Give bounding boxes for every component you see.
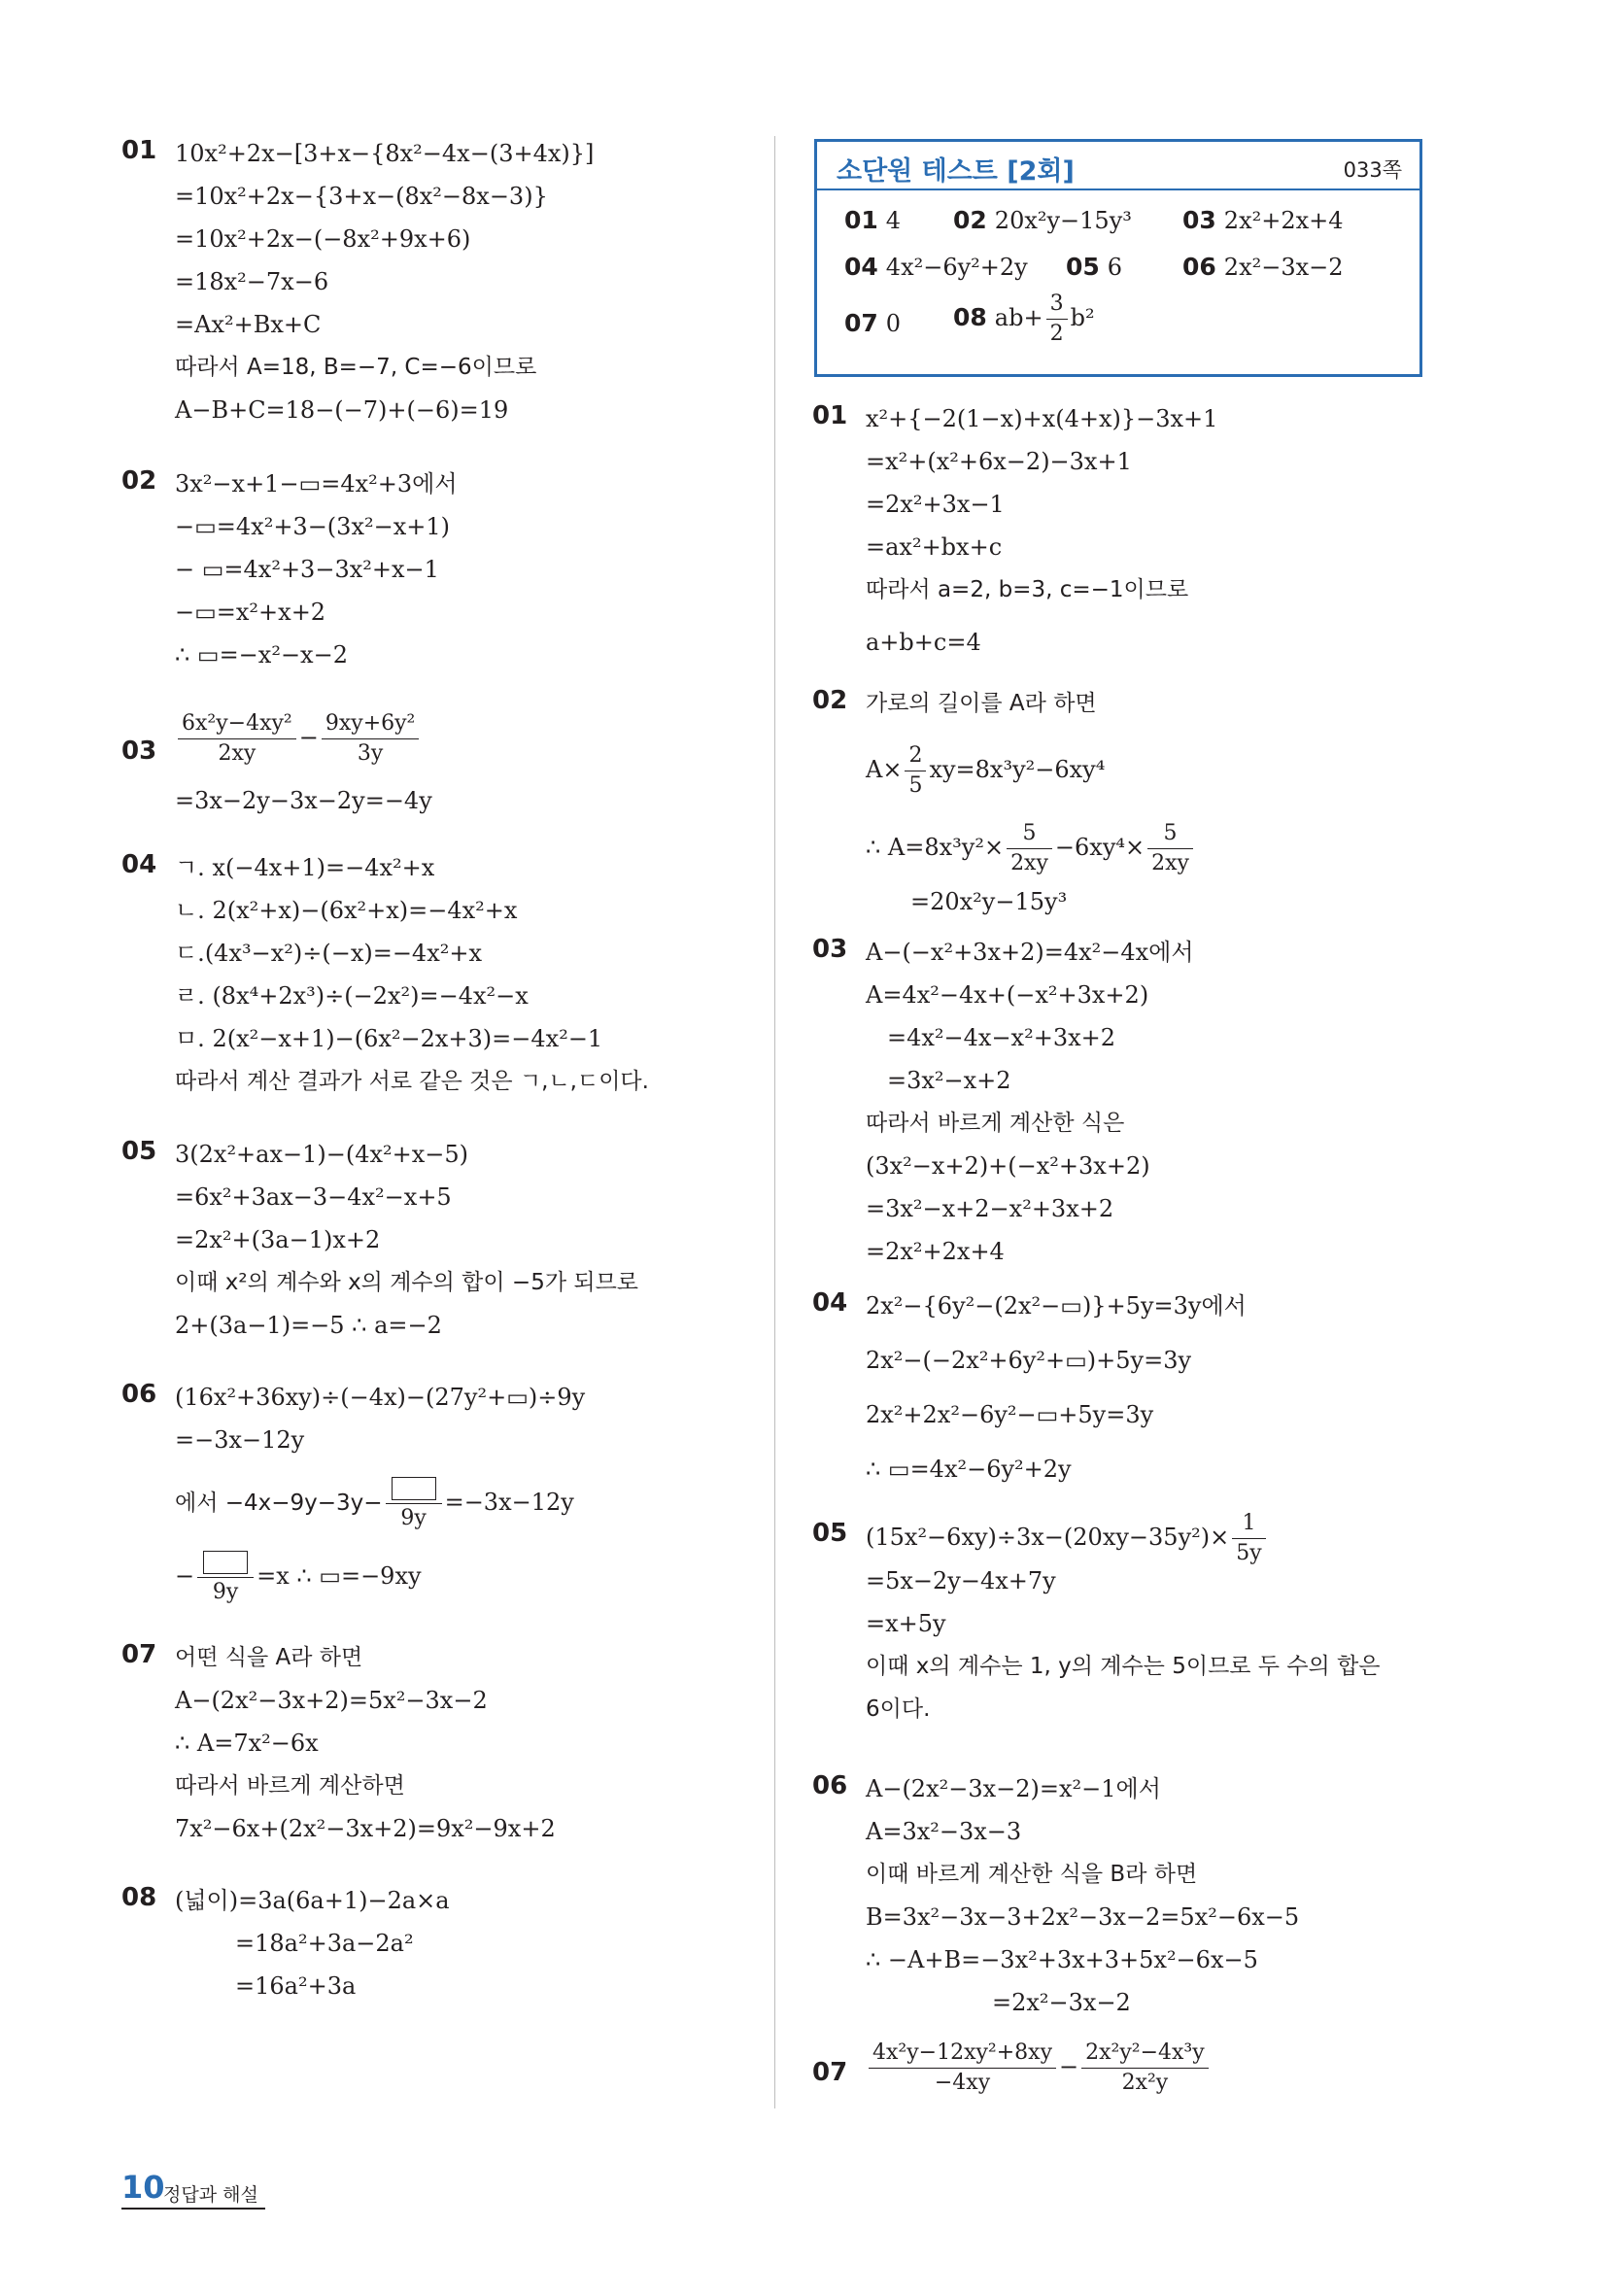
solution-line: =5x−2y−4x+7y [866,1567,1056,1594]
solution-line: ㅁ. 2(x²−x+1)−(6x²−2x+3)=−4x²−1 [175,1025,603,1052]
solution-line: =10x²+2x−{3+x−(8x²−8x−3)} [175,183,548,210]
expression-part: =x ∴ ▭=−9xy [256,1562,422,1590]
solution-line: (넓이)=3a(6a+1)−2a×a [175,1887,450,1914]
denominator: 2 [1049,322,1064,346]
solution-line: −▭=4x²+3−(3x²−x+1) [175,513,450,540]
expression-part: A× [866,756,903,783]
footer-label: 정답과 해설 [163,2184,258,2206]
answer-number: 07 [844,309,878,337]
solution-line: =2x²+2x+4 [866,1238,1005,1265]
numerator [386,1474,442,1504]
answer-value: b² [1070,304,1095,331]
solution-line: − ▭=4x²+3−3x²+x−1 [175,556,439,583]
test-answer [1066,253,1122,281]
denominator: 2xy [1151,851,1189,875]
solution-line: (3x²−x+2)+(−x²+3x+2) [866,1152,1150,1180]
numerator: 1 [1232,1509,1265,1539]
operator: − [298,724,319,751]
problem-number: 02 [121,466,157,496]
problem-number: 03 [121,737,157,766]
problem-number: 03 [812,935,848,964]
problem-number: 05 [812,1519,848,1548]
test-page-ref: 033쪽 [1343,158,1402,182]
denominator: 3y [357,741,384,766]
solution-line: =20x²y−15y³ [910,888,1068,915]
denominator: 5y [1236,1541,1262,1565]
solution-line: ∴ −A+B=−3x²+3x+3+5x²−6x−5 [866,1946,1258,1973]
denominator: 5 [908,773,923,798]
solution-line: A=4x²−4x+(−x²+3x+2) [866,981,1149,1009]
fraction-expression [866,810,1196,884]
numerator: 5 [1147,819,1193,849]
fraction [905,741,926,801]
expression-part: =−3x−12y [444,1489,574,1516]
test-answer [1182,253,1344,281]
denominator: 2xy [1010,851,1048,875]
expression-part: (15x²−6xy)÷3x−(20xy−35y²)× [866,1524,1230,1551]
answer-number: 02 [953,206,987,234]
solution-line: 따라서 바르게 계산하면 [175,1773,405,1799]
problem-number: 06 [121,1380,157,1409]
fraction [322,709,420,769]
denominator: −4xy [934,2071,991,2095]
fraction [197,1548,254,1607]
solution-line: 3(2x²+ax−1)−(4x²+x−5) [175,1141,469,1168]
solution-line: A−B+C=18−(−7)+(−6)=19 [175,396,509,424]
problem-number: 04 [121,850,157,879]
fraction [1046,290,1068,349]
solution-line: B=3x²−3x−3+2x²−3x−2=5x²−6x−5 [866,1903,1300,1931]
answer-value: 2x²+2x+4 [1223,207,1344,234]
solution-line: ㄴ. 2(x²+x)−(6x²+x)=−4x²+x [175,897,518,924]
expression-part: − [175,1562,195,1590]
problem-number: 01 [121,136,157,165]
denominator: 9y [212,1580,239,1604]
solution-line: 이때 x의 계수는 1, y의 계수는 5이므로 두 수의 합은 [866,1654,1381,1679]
answer-number: 01 [844,206,878,234]
expression-part: xy=8x³y²−6xy⁴ [929,756,1106,783]
solution-line: 2x²+2x²−6y²−▭+5y=3y [866,1401,1154,1428]
answer-value: ab+ [994,304,1043,331]
denominator: 2x²y [1121,2071,1169,2095]
numerator: 3 [1046,290,1068,320]
answer-number: 04 [844,253,878,281]
solution-line: A−(2x²−3x−2)=x²−1에서 [866,1775,1161,1802]
blank-box [203,1551,248,1574]
solution-line: =3x²−x+2 [887,1067,1011,1094]
fraction-expression [866,733,1196,806]
problem-number: 02 [812,686,848,715]
fraction [1007,819,1052,878]
fraction [178,709,296,769]
numerator: 6x²y−4xy² [178,709,296,739]
denominator: 2xy [218,741,256,766]
solution-line: =x²+(x²+6x−2)−3x+1 [866,448,1132,475]
solution-line: =−3x−12y [175,1426,305,1454]
test-answer [1182,206,1344,234]
test-title: 소단원 테스트 [2회] [837,156,1075,187]
test-box-header [817,142,1419,190]
expression-part: 에서 −4x−9y−3y− [175,1491,383,1516]
solution-line: a+b+c=4 [866,629,981,656]
fraction [869,2039,1056,2098]
test-answer [953,290,1095,349]
test-answer [844,309,901,337]
footer-underline [121,2208,265,2210]
problem-number: 07 [121,1640,157,1669]
fraction [386,1474,442,1533]
fraction-expression [866,1509,1381,1563]
fraction-expression [866,2039,1212,2112]
solution-line: 따라서 A=18, B=−7, C=−6이므로 [175,355,537,380]
solution-line: ∴ ▭=−x²−x−2 [175,641,348,668]
blank-box [392,1477,436,1500]
numerator: 2 [905,741,926,771]
solution-line: 따라서 바르게 계산한 식은 [866,1111,1125,1136]
problem-number: 01 [812,401,848,430]
expression-part: ∴ A=8x³y²× [866,834,1005,861]
fraction-expression [175,1465,585,1539]
solution-line: 이때 바르게 계산한 식을 B라 하면 [866,1862,1198,1887]
solution-line: 어떤 식을 A라 하면 [175,1645,363,1670]
solution-line: =6x²+3ax−3−4x²−x+5 [175,1183,452,1211]
solution-line: 6이다. [866,1696,931,1722]
solution-line: =x+5y [866,1610,946,1637]
test-answer [844,253,1028,281]
solution-line: 따라서 계산 결과가 서로 같은 것은 ㄱ,ㄴ,ㄷ이다. [175,1069,649,1094]
solution-line: ∴ ▭=4x²−6y²+2y [866,1456,1072,1483]
solution-line: 10x²+2x−[3+x−{8x²−4x−(3+4x)}] [175,140,595,167]
fraction-expression [175,709,432,783]
problem-number: 06 [812,1771,848,1800]
solution-line: ∴ A=7x²−6x [175,1730,319,1757]
answer-number: 05 [1066,253,1100,281]
solution-line: =3x²−x+2−x²+3x+2 [866,1195,1114,1222]
solution-line: 따라서 a=2, b=3, c=−1이므로 [866,577,1189,602]
problem-number: 07 [812,2058,848,2087]
fraction [1232,1509,1265,1568]
answer-value: 4x²−6y²+2y [885,254,1028,281]
solution-line: 가로의 길이를 A라 하면 [866,691,1097,716]
solution-line: 3x²−x+1−▭=4x²+3에서 [175,470,458,497]
problem-number: 05 [121,1137,157,1166]
numerator: 9xy+6y² [322,709,420,739]
answer-value: 4 [885,207,902,234]
solution-line: =16a²+3a [235,1972,357,2000]
answer-number: 06 [1182,253,1216,281]
column-divider [774,136,775,2108]
solution-line: =4x²−4x−x²+3x+2 [887,1024,1116,1051]
solution-line: =18a²+3a−2a² [235,1930,414,1957]
page-number: 10 [121,2169,165,2206]
solution-line: A=3x²−3x−3 [866,1818,1022,1845]
solution-line: =Ax²+Bx+C [175,311,322,338]
solution-line: =2x²+(3a−1)x+2 [175,1226,381,1253]
test-answer [844,206,901,234]
fraction-expression [175,1539,585,1613]
solution-line: 2x²−(−2x²+6y²+▭)+5y=3y [866,1347,1192,1374]
solution-line: 7x²−6x+(2x²−3x+2)=9x²−9x+2 [175,1815,556,1842]
solution-line: =10x²+2x−(−8x²+9x+6) [175,225,471,253]
answer-value: 20x²y−15y³ [994,207,1132,234]
numerator: 5 [1007,819,1052,849]
solution-line: =2x²+3x−1 [866,491,1005,518]
solution-line: ㄷ.(4x³−x²)÷(−x)=−4x²+x [175,940,483,967]
answer-number: 08 [953,303,987,331]
solution-line: =ax²+bx+c [866,533,1003,561]
numerator: 2x²y²−4x³y [1081,2039,1209,2069]
solution-line: =18x²−7x−6 [175,268,329,295]
solution-line: x²+{−2(1−x)+x(4+x)}−3x+1 [866,405,1218,432]
problem-number: 04 [812,1288,848,1318]
test-answer [953,206,1132,234]
denominator: 9y [400,1506,427,1530]
fraction [1147,819,1193,878]
answer-value: 2x²−3x−2 [1223,254,1344,281]
answer-value: 6 [1107,254,1123,281]
solution-line: −▭=x²+x+2 [175,599,326,626]
unit-test-answer-box [814,139,1422,377]
numerator [197,1548,254,1578]
answer-value: 0 [885,310,902,337]
solution-line: (16x²+36xy)÷(−4x)−(27y²+▭)÷9y [175,1384,586,1411]
solution-line: A−(2x²−3x+2)=5x²−3x−2 [175,1687,488,1714]
solution-line: 2+(3a−1)=−5 ∴ a=−2 [175,1312,442,1339]
operator: − [1059,2053,1079,2080]
expression-part: −6xy⁴× [1054,834,1145,861]
solution-line: ㄱ. x(−4x+1)=−4x²+x [175,854,435,881]
answer-number: 03 [1182,206,1216,234]
solution-line: 이때 x²의 계수와 x의 계수의 합이 −5가 되므로 [175,1270,639,1295]
solution-line: ㄹ. (8x⁴+2x³)÷(−2x²)=−4x²−x [175,982,529,1010]
solution-line: =3x−2y−3x−2y=−4y [175,787,432,814]
numerator: 4x²y−12xy²+8xy [869,2039,1056,2069]
solution-line: =2x²−3x−2 [992,1989,1131,2016]
solution-line: 2x²−{6y²−(2x²−▭)}+5y=3y에서 [866,1292,1247,1319]
problem-number: 08 [121,1883,157,1912]
solution-line: A−(−x²+3x+2)=4x²−4x에서 [866,939,1194,966]
fraction [1081,2039,1209,2098]
